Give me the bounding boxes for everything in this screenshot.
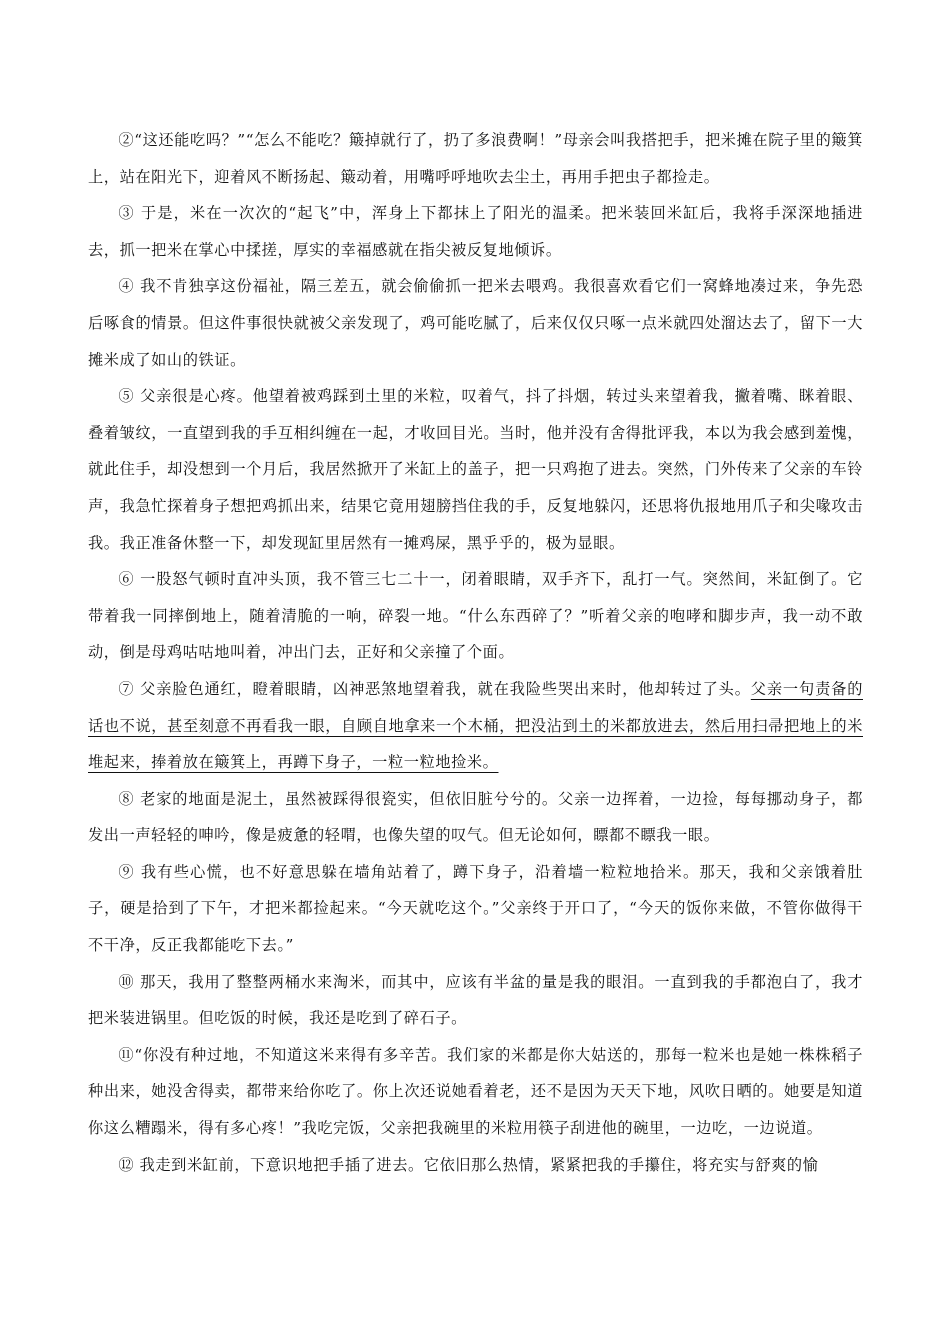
- paragraph-text: ③ 于是，米在一次次的“起飞”中，浑身上下都抹上了阳光的温柔。把米装回米缸后，我将手深深地插进去，抓一把米在掌心中揉搓，厚实的幸福感就在指尖被反复地倾诉。: [88, 204, 863, 259]
- paragraph-12: [88, 1147, 863, 1184]
- paragraph-text: ⑨ 我有些心慌，也不好意思躲在墙角站着了，蹲下身子，沿着墙一粒粒地拾米。那天，我和父亲饿着肚子，硬是拾到了下午，才把米都捡起来。“今天就吃这个。”父亲终于开口了，“今天的饭你来做，不管你做得干不干净，反正我都能吃下去。”: [88, 862, 863, 955]
- paragraph-5: [88, 378, 863, 561]
- underlined-sentence: 父亲一句责备的话也不说，甚至刻意不再看我一眼，自顾自地拿来一个木桶，把没沾到土的米都放进去，然后用扫帚把地上的米堆起来，捧着放在簸箕上，再蹲下身子，一粒一粒地捡米。: [88, 679, 863, 772]
- paragraph-2: [88, 122, 863, 195]
- paragraph-text: ⑩ 那天，我用了整整两桶水来淘米，而其中，应该有半盆的量是我的眼泪。一直到我的手都泡白了，我才把米装进锅里。但吃饭的时候，我还是吃到了碎石子。: [88, 972, 863, 1028]
- paragraph-text: ⑤ 父亲很是心疼。他望着被鸡踩到土里的米粒，叹着气，抖了抖烟，转过头来望着我，撇着嘴、眯着眼、叠着皱纹，一直望到我的手互相纠缠在一起，才收回目光。当时，他并没有舍得批评我，本以为我会感到羞愧，就此住手，却没想到一个月后，我居然掀开了米缸上的盖子，把一只鸡抱了进去。突然，门外传来了父亲的车铃声，我急忙探着身子想把鸡抓出来，结果它竟用翅膀挡住我的手，反复地躲闪，还思将仇报地用爪子和尖喙攻击我。我正准备休整一下，却发现缸里居然有一摊鸡屎，黑乎乎的，极为显眼。: [88, 387, 863, 552]
- paragraph-11: [88, 1037, 863, 1147]
- paragraph-text: ⑦ 父亲脸色通红，瞪着眼睛，凶神恶煞地望着我，就在我险些哭出来时，他却转过了头。: [118, 679, 751, 698]
- paragraph-4: [88, 268, 863, 378]
- paragraph-7: [88, 671, 863, 781]
- paragraph-text: ⑫ 我走到米缸前，下意识地把手插了进去。它依旧那么热情，紧紧把我的手攥住，将充实与舒爽的愉: [118, 1155, 819, 1174]
- paragraph-9: [88, 854, 863, 964]
- paragraph-10: [88, 964, 863, 1037]
- paragraph-8: [88, 781, 863, 854]
- article-body: [88, 122, 863, 1183]
- paragraph-text: ④ 我不肯独享这份福祉，隔三差五，就会偷偷抓一把米去喂鸡。我很喜欢看它们一窝蜂地凑过来，争先恐后啄食的情景。但这件事很快就被父亲发现了，鸡可能吃腻了，后来仅仅只啄一点米就四处溜达去了，留下一大摊米成了如山的铁证。: [88, 277, 863, 369]
- paragraph-text: ⑪“你没有种过地，不知道这米来得有多辛苦。我们家的米都是你大姑送的，那每一粒米也是她一株株稻子种出来，她没舍得卖，都带来给你吃了。你上次还说她看着老，还不是因为天天下地，风吹日晒的。她要是知道你这么糟蹋米，得有多心疼！”我吃完饭，父亲把我碗里的米粒用筷子刮进他的碗里，一边吃，一边说道。: [88, 1045, 863, 1138]
- paragraph-text: ②“这还能吃吗？”“怎么不能吃？簸掉就行了，扔了多浪费啊！”母亲会叫我搭把手，把米摊在院子里的簸箕上，站在阳光下，迎着风不断扬起、簸动着，用嘴呼呼地吹去尘土，再用手把虫子都捡走。: [88, 131, 863, 186]
- paragraph-text: ⑧ 老家的地面是泥土，虽然被踩得很瓷实，但依旧脏兮兮的。父亲一边挥着，一边捡，每每挪动身子，都发出一声轻轻的呻吟，像是疲惫的轻喟，也像失望的叹气。但无论如何，瞟都不瞟我一眼。: [88, 789, 863, 845]
- paragraph-6: [88, 561, 863, 671]
- paragraph-text: ⑥ 一股怒气顿时直冲头顶，我不管三七二十一，闭着眼睛，双手齐下，乱打一气。突然间，米缸倒了。它带着我一同摔倒地上，随着清脆的一响，碎裂一地。“什么东西碎了？”听着父亲的咆哮和脚步声，我一动不敢动，倒是母鸡咕咕地叫着，冲出门去，正好和父亲撞了个面。: [88, 570, 863, 662]
- paragraph-3: [88, 195, 863, 268]
